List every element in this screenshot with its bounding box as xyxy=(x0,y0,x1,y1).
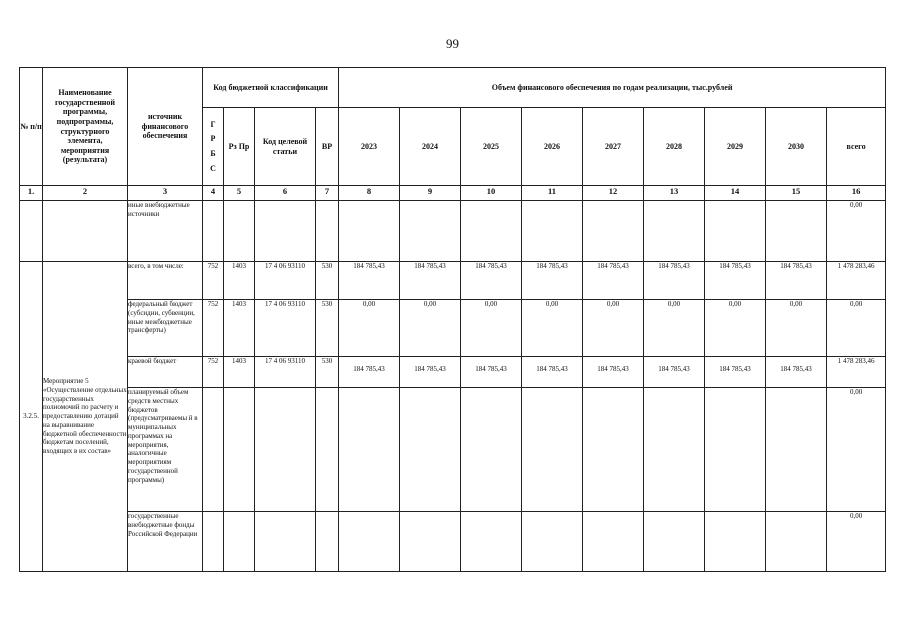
total-cell: 1 478 283,46 xyxy=(827,357,886,388)
column-number: 10 xyxy=(461,186,522,201)
header-year: 2024 xyxy=(400,108,461,186)
table-row xyxy=(20,357,886,388)
header-year: 2029 xyxy=(705,108,766,186)
table-row xyxy=(20,201,886,262)
column-number: 1. xyxy=(20,186,43,201)
rzpr-cell: 1403 xyxy=(224,262,255,300)
table-row xyxy=(20,388,886,512)
target-cell: 17 4 06 93110 xyxy=(255,300,316,357)
value-cell: 184 785,43 xyxy=(461,262,522,300)
header-grbs-letter: С xyxy=(210,163,216,173)
column-number: 15 xyxy=(766,186,827,201)
header-year: 2027 xyxy=(583,108,644,186)
value-cell: 0,00 xyxy=(705,300,766,357)
header-source: источник финансового обеспечения xyxy=(128,68,203,186)
source-cell: государственные внебюджетные фонды Российской Федерации xyxy=(128,512,203,572)
total-cell: 0,00 xyxy=(827,512,886,572)
value-cell: 184 785,43 xyxy=(766,262,827,300)
header-budget-code: Код бюджетной классификации xyxy=(203,68,339,108)
header-year: 2023 xyxy=(339,108,400,186)
column-number: 3 xyxy=(128,186,203,201)
total-cell: 0,00 xyxy=(827,300,886,357)
grbs-cell: 752 xyxy=(203,300,224,357)
value-cell: 0,00 xyxy=(339,300,400,357)
header-row-1 xyxy=(20,68,886,108)
column-number: 11 xyxy=(522,186,583,201)
column-number: 14 xyxy=(705,186,766,201)
value-cell: 184 785,43 xyxy=(400,357,461,388)
row-index: 3.2.5. xyxy=(20,262,43,572)
header-year: 2026 xyxy=(522,108,583,186)
value-cell: 184 785,43 xyxy=(339,357,400,388)
column-number: 16 xyxy=(827,186,886,201)
source-cell: всего, в том числе: xyxy=(128,262,203,300)
header-year: 2030 xyxy=(766,108,827,186)
header-target: Код целевой статьи xyxy=(255,108,316,186)
source-cell: федеральный бюджет (субсидии, субвенции, иные межбюджетные трансферты) xyxy=(128,300,203,357)
total-cell: 0,00 xyxy=(827,388,886,512)
header-rzpr: Рз Пр xyxy=(224,108,255,186)
rzpr-cell: 1403 xyxy=(224,357,255,388)
header-year: 2028 xyxy=(644,108,705,186)
value-cell: 184 785,43 xyxy=(766,357,827,388)
column-number: 2 xyxy=(43,186,128,201)
column-number: 9 xyxy=(400,186,461,201)
value-cell: 0,00 xyxy=(583,300,644,357)
header-vr: ВР xyxy=(316,108,339,186)
vr-cell: 530 xyxy=(316,300,339,357)
vr-cell: 530 xyxy=(316,357,339,388)
value-cell: 184 785,43 xyxy=(705,262,766,300)
target-cell: 17 4 06 93110 xyxy=(255,357,316,388)
value-cell: 0,00 xyxy=(461,300,522,357)
header-grbs xyxy=(203,108,224,186)
grbs-cell: 752 xyxy=(203,262,224,300)
event-name: Мероприятие 5 «Осуществление отдельных государственных полномочий по расчету и предоставлению дотаций на выравнивание бюджетной обеспеченности бюджетам поселений, входящих в их состав» xyxy=(43,262,128,572)
budget-table xyxy=(19,67,886,572)
column-number: 8 xyxy=(339,186,400,201)
column-number: 6 xyxy=(255,186,316,201)
header-grbs-letter: Р xyxy=(210,134,216,144)
column-number: 12 xyxy=(583,186,644,201)
header-total: всего xyxy=(827,108,886,186)
value-cell: 184 785,43 xyxy=(522,357,583,388)
value-cell: 184 785,43 xyxy=(400,262,461,300)
header-volume: Объем финансового обеспечения по годам реализации, тыс.рублей xyxy=(339,68,886,108)
source-cell: краевой бюджет xyxy=(128,357,203,388)
column-number: 13 xyxy=(644,186,705,201)
total-cell: 1 478 283,46 xyxy=(827,262,886,300)
value-cell: 184 785,43 xyxy=(705,357,766,388)
value-cell: 184 785,43 xyxy=(461,357,522,388)
value-cell: 184 785,43 xyxy=(339,262,400,300)
value-cell: 184 785,43 xyxy=(644,357,705,388)
column-number: 4 xyxy=(203,186,224,201)
value-cell: 0,00 xyxy=(644,300,705,357)
value-cell: 0,00 xyxy=(522,300,583,357)
column-number-row xyxy=(20,186,886,201)
value-cell: 184 785,43 xyxy=(583,262,644,300)
header-grbs-letter: Г xyxy=(210,119,216,129)
header-year: 2025 xyxy=(461,108,522,186)
total-cell: 0,00 xyxy=(827,201,886,262)
vr-cell: 530 xyxy=(316,262,339,300)
table-row xyxy=(20,300,886,357)
header-name: Наименование государственной программы, подпрограммы, структурного элемента, мероприятия (результата) xyxy=(43,68,128,186)
source-cell: иные внебюджетные источники xyxy=(128,201,203,262)
table-row xyxy=(20,262,886,300)
header-grbs-letter: Б xyxy=(210,149,216,158)
column-number: 5 xyxy=(224,186,255,201)
grbs-cell: 752 xyxy=(203,357,224,388)
value-cell: 184 785,43 xyxy=(522,262,583,300)
table-row xyxy=(20,512,886,572)
header-num: № п/п xyxy=(20,68,43,186)
source-cell: планируемый объем средств местных бюджетов (предусматриваемы й в муниципальных программах на мероприятия, аналогичные мероприятиям государственной программы) xyxy=(128,388,203,512)
page-number: 99 xyxy=(446,36,459,51)
value-cell: 0,00 xyxy=(400,300,461,357)
target-cell: 17 4 06 93110 xyxy=(255,262,316,300)
value-cell: 184 785,43 xyxy=(644,262,705,300)
value-cell: 184 785,43 xyxy=(583,357,644,388)
value-cell: 0,00 xyxy=(766,300,827,357)
rzpr-cell: 1403 xyxy=(224,300,255,357)
column-number: 7 xyxy=(316,186,339,201)
